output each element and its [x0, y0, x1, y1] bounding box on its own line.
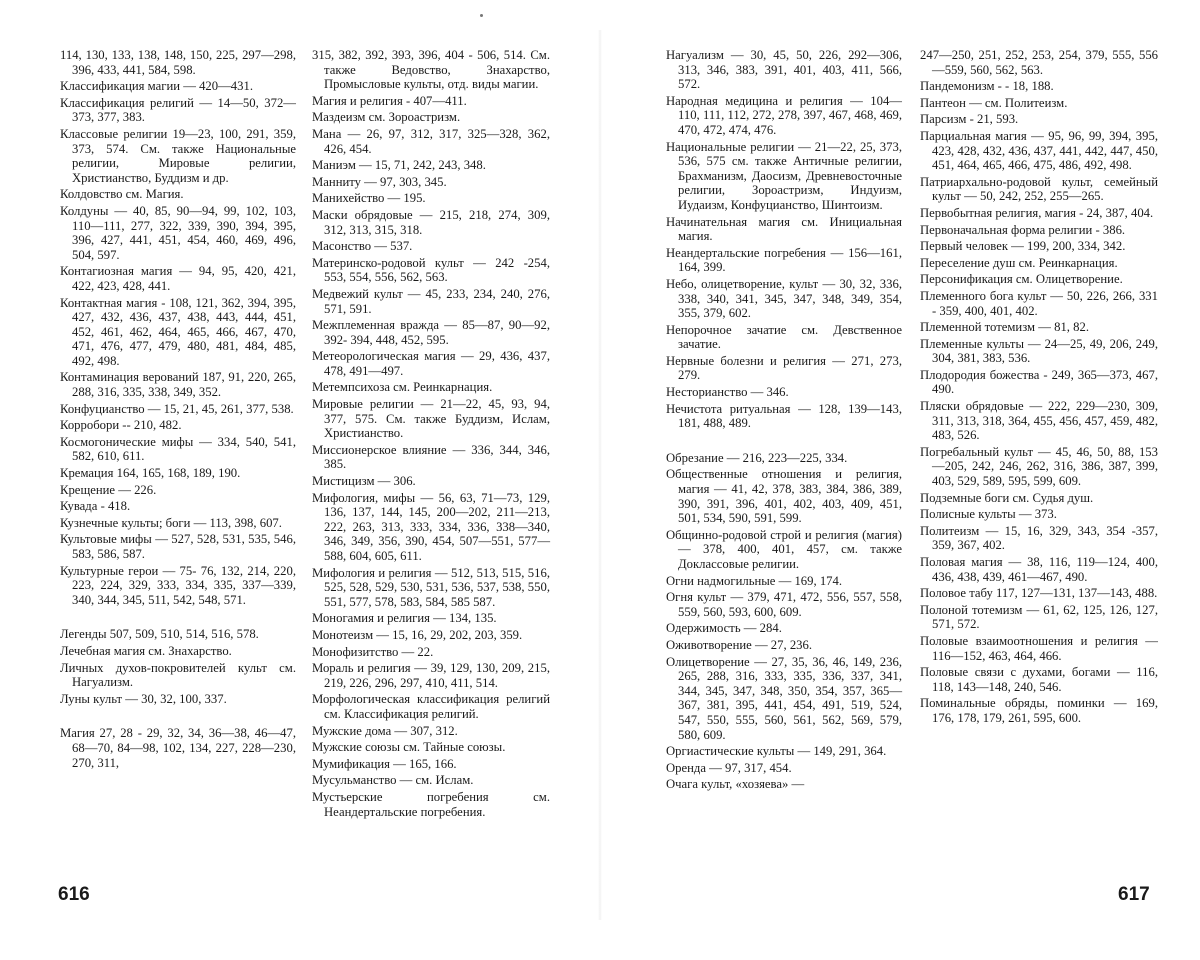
index-entry: Медвежий культ — 45, 233, 234, 240, 276, 571, 591.	[312, 286, 550, 316]
index-entry: Мораль и религия — 39, 129, 130, 209, 215, 219, 226, 296, 297, 410, 411, 514.	[312, 661, 550, 690]
index-entry: Начинательная магия см. Инициальная магия.	[666, 214, 902, 244]
index-entry: Метеорологическая магия — 29, 436, 437, 478, 491—497.	[312, 349, 550, 378]
index-column-2	[312, 48, 550, 821]
index-entry: Нагуализм — 30, 45, 50, 226, 292—306, 313, 346, 383, 391, 401, 403, 411, 566, 572.	[666, 48, 902, 92]
index-column-3	[666, 48, 902, 794]
index-entry: Маздеизм см. Зороастризм.	[312, 110, 461, 125]
index-entry: Контагиозная магия — 94, 95, 420, 421, 422, 423, 428, 441.	[60, 264, 296, 293]
index-entry: Первый человек — 199, 200, 334, 342.	[920, 239, 1126, 254]
index-entry: Контаминация верований 187, 91, 220, 265, 288, 316, 335, 338, 349, 352.	[60, 370, 296, 400]
index-entry: Мана — 26, 97, 312, 317, 325—328, 362, 426, 454.	[312, 126, 550, 156]
index-entry: Маски обрядовые — 215, 218, 274, 309, 312, 313, 315, 318.	[312, 207, 550, 237]
index-entry: Пандемонизм - - 18, 188.	[920, 79, 1054, 94]
page-number-left: 616	[58, 884, 90, 905]
index-entry: Очага культ, «хозяева» —	[666, 777, 805, 792]
index-entry: Манниту — 97, 303, 345.	[312, 174, 447, 189]
index-entry: Половые взаимоотношения и религия — 116—152, 463, 464, 466.	[920, 633, 1158, 663]
index-entry: Морфологическая классификация религий см. Классификация религий.	[312, 692, 550, 721]
index-entry: Классовые религии 19—23, 100, 291, 359, 373, 574. См. также Национальные религии, Мировые религии, Христианство, Буддизм и др.	[60, 126, 296, 185]
index-entry: Национальные религии — 21—22, 25, 373, 536, 575 см. также Античные религии, Брахманизм, Даосизм, Древневосточные религии, Зороастризм, Индуизм, Иудаизм, Конфуцианство, Шинтоизм.	[666, 139, 902, 212]
index-entry: Мустьерские погребения см. Неандертальские погребения.	[312, 789, 550, 819]
index-entry: Половые связи с духами, богами — 116, 118, 143—148, 240, 546.	[920, 665, 1158, 694]
index-entry: Поминальные обряды, поминки — 169, 176, 178, 179, 261, 595, 600.	[920, 696, 1158, 725]
index-entry: Первоначальная форма религии - 386.	[920, 222, 1126, 237]
index-entry: Огни надмогильные — 169, 174.	[666, 573, 843, 588]
index-entry: Масонство — 537.	[312, 239, 413, 254]
index-entry: Кувада - 418.	[60, 499, 131, 514]
index-entry: Персонификация см. Олицетворение.	[920, 272, 1123, 287]
index-entry: Мусульманство — см. Ислам.	[312, 773, 474, 788]
index-entry: Парциальная магия — 95, 96, 99, 394, 395, 423, 428, 432, 436, 437, 441, 442, 447, 450, 451, 464, 465, 466, 475, 486, 492, 498.	[920, 128, 1158, 173]
index-entry: Одержимость — 284.	[666, 621, 782, 636]
index-entry: 315, 382, 392, 393, 396, 404 - 506, 514. См. также Ведовство, Знахарство, Промысловые культы, отд. виды магии.	[312, 48, 550, 92]
index-entry: Манихейство — 195.	[312, 191, 426, 206]
index-entry: Первобытная религия, магия - 24, 387, 404.	[920, 205, 1154, 220]
index-entry: Личных духов-покровителей культ см. Нагуализм.	[60, 660, 296, 690]
index-entry: Мумификация — 165, 166.	[312, 756, 457, 771]
index-entry: Монотеизм — 15, 16, 29, 202, 203, 359.	[312, 627, 523, 642]
index-entry: Колдовство см. Магия.	[60, 187, 184, 202]
index-entry: Легенды 507, 509, 510, 514, 516, 578.	[60, 627, 259, 642]
index-entry: Луны культ — 30, 32, 100, 337.	[60, 691, 227, 706]
index-entry: Маниэм — 15, 71, 242, 243, 348.	[312, 158, 486, 173]
index-entry: Полисные культы — 373.	[920, 507, 1057, 522]
index-entry: Корробори -- 210, 482.	[60, 418, 182, 433]
index-entry: Пантеон — см. Политеизм.	[920, 95, 1068, 110]
index-entry: Половая магия — 38, 116, 119—124, 400, 436, 438, 439, 461—467, 490.	[920, 555, 1158, 584]
index-entry: Оживотворение — 27, 236.	[666, 637, 813, 652]
index-entry: Лечебная магия см. Знахарство.	[60, 643, 232, 658]
index-entry: Кремация 164, 165, 168, 189, 190.	[60, 466, 241, 481]
page-right	[600, 0, 1200, 960]
index-entry: Кузнечные культы; боги — 113, 398, 607.	[60, 515, 282, 530]
index-entry: Контактная магия - 108, 121, 362, 394, 395, 427, 432, 436, 437, 438, 443, 444, 451, 452, 461, 462, 464, 465, 466, 467, 470, 471, 476, 477, 479, 480, 481, 484, 485, 492, 498.	[60, 295, 296, 368]
index-entry: Конфуцианство — 15, 21, 45, 261, 377, 538.	[60, 401, 294, 416]
index-entry: Классификация религий — 14—50, 372—373, 377, 383.	[60, 95, 296, 125]
index-entry: Половое табу 117, 127—131, 137—143, 488.	[920, 586, 1158, 601]
index-entry: Парсизм - 21, 593.	[920, 112, 1019, 127]
index-entry: Обрезание — 216, 223—225, 334.	[666, 450, 848, 465]
index-entry: Мифология, мифы — 56, 63, 71—73, 129, 136, 137, 144, 145, 200—202, 211—213, 222, 263, 313, 333, 334, 336, 338—340, 346, 349, 356, 390, 454, 507—551, 577—588, 604, 605, 611.	[312, 490, 550, 563]
index-entry: Классификация магии — 420—431.	[60, 79, 253, 94]
index-entry: Крещение — 226.	[60, 482, 157, 497]
index-entry: Племенного бога культ — 50, 226, 266, 331 - 359, 400, 401, 402.	[920, 288, 1158, 318]
index-entry: Народная медицина и религия — 104—110, 111, 112, 272, 278, 397, 467, 468, 469, 470, 472, 474, 476.	[666, 93, 902, 137]
index-entry: Моногамия и религия — 134, 135.	[312, 611, 497, 626]
index-entry: Нервные болезни и религия — 271, 273, 279.	[666, 353, 902, 383]
index-entry: Общинно-родовой строй и религия (магия) — 378, 400, 401, 457, см. также Доклассовые религии.	[666, 527, 902, 571]
index-column-4	[920, 48, 1158, 728]
index-entry: 247—250, 251, 252, 253, 254, 379, 555, 556—559, 560, 562, 563.	[920, 48, 1158, 77]
index-entry: Колдуны — 40, 85, 90—94, 99, 102, 103, 110—111, 277, 322, 339, 390, 394, 395, 396, 427, 441, 451, 454, 460, 469, 496, 504, 597.	[60, 203, 296, 262]
index-entry: Погребальный культ — 45, 46, 50, 88, 153—205, 242, 246, 262, 316, 386, 387, 399, 403, 529, 589, 595, 599, 609.	[920, 444, 1158, 489]
index-entry: Огня культ — 379, 471, 472, 556, 557, 558, 559, 560, 593, 600, 609.	[666, 590, 902, 619]
index-entry: Олицетворение — 27, 35, 36, 46, 149, 236, 265, 288, 316, 333, 335, 336, 337, 341, 344, 345, 347, 348, 350, 354, 357, 365—367, 381, 395, 441, 454, 491, 519, 524, 547, 550, 555, 560, 561, 562, 569, 579, 580, 609.	[666, 654, 902, 742]
index-entry: 114, 130, 133, 138, 148, 150, 225, 297—298, 396, 433, 441, 584, 598.	[60, 48, 296, 77]
index-entry: Племенные культы — 24—25, 49, 206, 249, 304, 381, 383, 536.	[920, 336, 1158, 366]
index-entry: Оргиастические культы — 149, 291, 364.	[666, 744, 887, 759]
index-entry: Культурные герои — 75- 76, 132, 214, 220, 223, 224, 329, 333, 334, 335, 337—339, 340, 344, 345, 511, 542, 548, 571.	[60, 563, 296, 607]
index-entry: Миссионерское влияние — 336, 344, 346, 385.	[312, 442, 550, 472]
index-entry: Материнско-родовой культ — 242 -254, 553, 554, 556, 562, 563.	[312, 255, 550, 285]
index-entry: Несторианство — 346.	[666, 385, 789, 400]
index-entry: Мужские дома — 307, 312.	[312, 723, 458, 738]
index-entry: Мировые религии — 21—22, 45, 93, 94, 377, 575. См. также Буддизм, Ислам, Христианство.	[312, 397, 550, 441]
index-entry: Мистицизм — 306.	[312, 474, 416, 489]
index-entry: Непорочное зачатие см. Девственное зачатие.	[666, 322, 902, 352]
index-entry: Переселение душ см. Реинкарнация.	[920, 255, 1118, 270]
index-entry: Мужские союзы см. Тайные союзы.	[312, 740, 506, 755]
index-entry: Культовые мифы — 527, 528, 531, 535, 546, 583, 586, 587.	[60, 532, 296, 561]
index-entry: Магия и религия - 407—411.	[312, 93, 467, 108]
index-entry: Подземные боги см. Судья душ.	[920, 490, 1094, 505]
page-number-right: 617	[1118, 884, 1150, 905]
index-entry: Политеизм — 15, 16, 329, 343, 354 -357, 359, 367, 402.	[920, 523, 1158, 553]
index-entry: Неандертальские погребения — 156—161, 164, 399.	[666, 245, 902, 275]
index-entry: Полоной тотемизм — 61, 62, 125, 126, 127, 571, 572.	[920, 602, 1158, 632]
index-entry: Пляски обрядовые — 222, 229—230, 309, 311, 313, 318, 364, 455, 456, 457, 459, 482, 483, 526.	[920, 399, 1158, 443]
index-entry: Общественные отношения и религия, магия — 41, 42, 378, 383, 384, 386, 389, 390, 391, 396, 401, 402, 403, 409, 451, 501, 534, 590, 591, 599.	[666, 467, 902, 526]
index-entry: Патриархально-родовой культ, семейный культ — 50, 242, 252, 255—265.	[920, 174, 1158, 204]
index-entry: Космогонические мифы — 334, 540, 541, 582, 610, 611.	[60, 434, 296, 464]
index-entry: Магия 27, 28 - 29, 32, 34, 36—38, 46—47, 68—70, 84—98, 102, 134, 227, 228—230, 270, 311,	[60, 726, 296, 770]
index-entry: Оренда — 97, 317, 454.	[666, 760, 792, 775]
index-column-1	[60, 48, 296, 772]
index-entry: Плодородия божества - 249, 365—373, 467, 490.	[920, 367, 1158, 397]
index-entry: Монофизитство — 22.	[312, 644, 434, 659]
index-entry: Межплеменная вражда — 85—87, 90—92, 392- 394, 448, 452, 595.	[312, 318, 550, 347]
index-entry: Мифология и религия — 512, 513, 515, 516, 525, 528, 529, 530, 531, 536, 537, 538, 550, 551, 577, 578, 583, 584, 585 587.	[312, 565, 550, 609]
index-entry: Племенной тотемизм — 81, 82.	[920, 320, 1090, 335]
index-entry: Метемпсихоза см. Реинкарнация.	[312, 380, 493, 395]
index-entry: Нечистота ритуальная — 128, 139—143, 181, 488, 489.	[666, 401, 902, 431]
index-entry: Небо, олицетворение, культ — 30, 32, 336, 338, 340, 341, 345, 347, 348, 349, 354, 355, 379, 602.	[666, 276, 902, 321]
